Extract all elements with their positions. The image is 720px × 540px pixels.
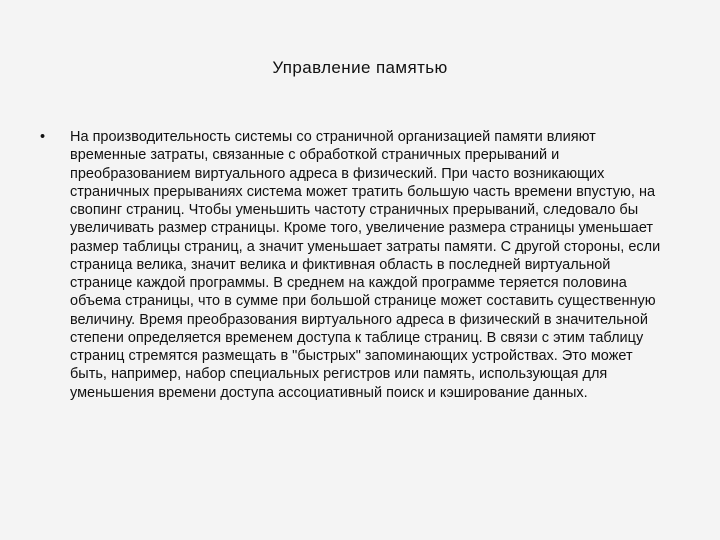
bullet-item <box>40 128 680 402</box>
bullet-marker-icon: • <box>40 129 46 145</box>
bullet-text: На производительность системы со страничной организацией памяти влияют временные затраты, связанные с обработкой страничных прерываний и преобразованием виртуального адреса в физический. При часто возникающих страничных прерываниях система может тратить большую часть времени впустую, на свопинг страниц. Чтобы уменьшить частоту страничных прерываний, следовало бы увеличивать размер страницы. Кроме того, увеличение размера страницы уменьшает размер таблицы страниц, а значит уменьшает затраты памяти. С другой стороны, если страница велика, значит велика и фиктивная область в последней виртуальной странице каждой программы. В среднем на каждой программе теряется половина объема страницы, что в сумме при большой странице может составить существенную величину. Время преобразования виртуального адреса в физический в значительной степени определяется временем доступа к таблице страниц. В связи с этим таблицу страниц стремятся размещать в "быстрых" запоминающих устройствах. Это может быть, например, набор специальных регистров или память, использующая для уменьшения времени доступа ассоциативный поиск и кэширование данных. <box>70 129 661 401</box>
slide-title: Управление памятью <box>272 58 448 77</box>
bullet-list <box>40 128 680 402</box>
